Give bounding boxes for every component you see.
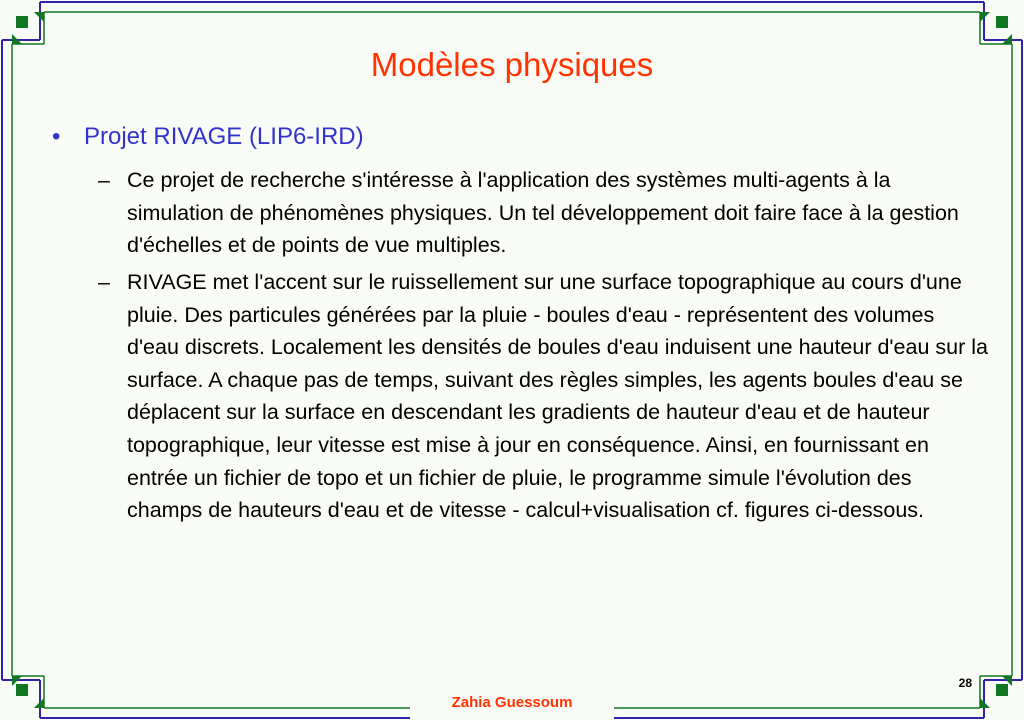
- main-bullet: [52, 123, 364, 151]
- sub-bullet-item: [98, 164, 988, 262]
- page-number: 28: [958, 676, 972, 690]
- sub-bullet-item: [98, 266, 988, 527]
- sub-bullet-text: Ce projet de recherche s'intéresse à l'application des systèmes multi-agents à la simulation de phénomènes physiques. Un tel développement doit faire face à la gestion d'échelles et de points de vue multiples.: [127, 168, 959, 258]
- main-bullet-text: Projet RIVAGE (LIP6-IRD): [84, 123, 364, 150]
- bullet-marker: •: [52, 123, 61, 150]
- sub-bullet-marker: –: [98, 168, 110, 192]
- sub-bullet-marker: –: [98, 270, 110, 294]
- footer-author: Zahia Guessoum: [451, 694, 573, 711]
- slide-title: Modèles physiques: [370, 46, 654, 83]
- sub-bullet-text: RIVAGE met l'accent sur le ruissellement sur une surface topographique au cours d'une pluie. Des particules générées par la pluie - boules d'eau - représentent des volumes d'eau discrets. Localement les densités de boules d'eau induisent une hauteur d'eau sur la surface. A chaque pas de temps, suivant des règles simples, les agents boules d'eau se déplacent sur la surface en descendant les gradients de hauteur d'eau et de hauteur topographique, leur vitesse est mise à jour en conséquence. Ainsi, en fournissant en entrée un fichier de topo et un fichier de pluie, le programme simule l'évolution des champs de hauteurs d'eau et de vitesse - calcul+visualisation cf. figures ci-dessous.: [127, 270, 988, 523]
